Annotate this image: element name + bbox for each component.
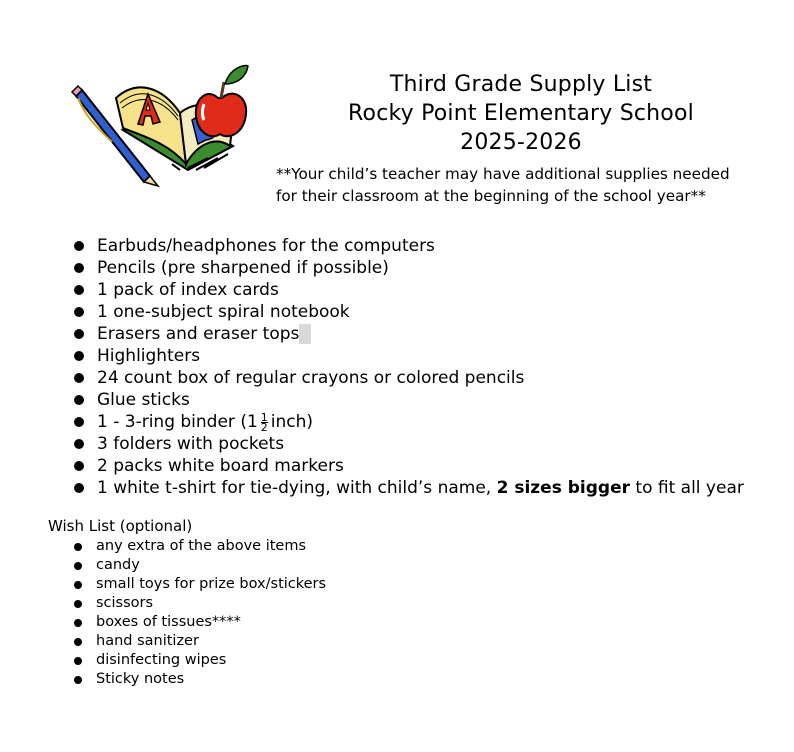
bullet-icon <box>74 373 84 383</box>
list-item: small toys for prize box/stickers <box>74 575 326 594</box>
supply-list <box>74 235 744 499</box>
list-item: Pencils (pre sharpened if possible) <box>74 257 744 279</box>
school-name: Rocky Point Elementary School <box>348 101 694 126</box>
fraction: $\frac{1}{2}$ <box>260 410 268 434</box>
bullet-icon <box>74 461 84 471</box>
teacher-note-line: **Your child’s teacher may have additional supplies needed <box>276 165 730 183</box>
teacher-note-line: for their classroom at the beginning of the school year** <box>276 187 706 205</box>
emphasis-text: 2 sizes bigger <box>496 478 630 498</box>
wish-list-title: Wish List (optional) <box>48 517 193 535</box>
wish-list-section <box>48 516 326 689</box>
header <box>276 70 776 207</box>
bullet-icon <box>74 562 82 570</box>
bullet-icon <box>74 439 84 449</box>
bullet-icon <box>74 329 84 339</box>
list-item: Glue sticks <box>74 389 744 411</box>
page-title: Third Grade Supply List <box>389 72 653 97</box>
list-item: boxes of tissues**** <box>74 613 326 632</box>
teacher-note <box>276 163 776 207</box>
bullet-icon <box>74 417 84 427</box>
list-item: Earbuds/headphones for the computers <box>74 235 744 257</box>
bullet-icon <box>74 581 82 589</box>
bullet-icon <box>74 263 84 273</box>
bullet-icon <box>74 619 82 627</box>
list-item: hand sanitizer <box>74 632 326 651</box>
list-item: Highlighters <box>74 345 744 367</box>
list-item: Erasers and eraser tops <box>74 323 744 345</box>
list-item: 1 pack of index cards <box>74 279 744 301</box>
bullet-icon <box>74 285 84 295</box>
apple-icon <box>196 66 248 137</box>
school-year: 2025-2026 <box>460 130 582 155</box>
list-item: 1 white t-shirt for tie-dying, with child’s name, 2 sizes bigger to fit all year <box>74 477 744 499</box>
bullet-icon <box>74 600 82 608</box>
list-item: 1 - 3-ring binder (1 $\frac{1}{2}$ inch) <box>74 411 744 433</box>
bullet-icon <box>74 395 84 405</box>
bullet-icon <box>74 241 84 251</box>
wish-list <box>48 537 326 689</box>
bullet-icon <box>74 676 82 684</box>
bullet-icon <box>74 483 84 493</box>
bullet-icon <box>74 638 82 646</box>
bullet-icon <box>74 351 84 361</box>
list-item: candy <box>74 556 326 575</box>
bullet-icon <box>74 657 82 665</box>
list-item: scissors <box>74 594 326 613</box>
list-item: Sticky notes <box>74 670 326 689</box>
highlight-mark <box>299 324 311 344</box>
bullet-icon <box>74 307 84 317</box>
list-item: 2 packs white board markers <box>74 455 744 477</box>
bullet-icon <box>74 543 82 551</box>
abc-book-apple-pencil-icon <box>68 58 264 190</box>
list-item: 3 folders with pockets <box>74 433 744 455</box>
list-item: disinfecting wipes <box>74 651 326 670</box>
list-item: 1 one-subject spiral notebook <box>74 301 744 323</box>
list-item: 24 count box of regular crayons or colored pencils <box>74 367 744 389</box>
list-item: any extra of the above items <box>74 537 326 556</box>
